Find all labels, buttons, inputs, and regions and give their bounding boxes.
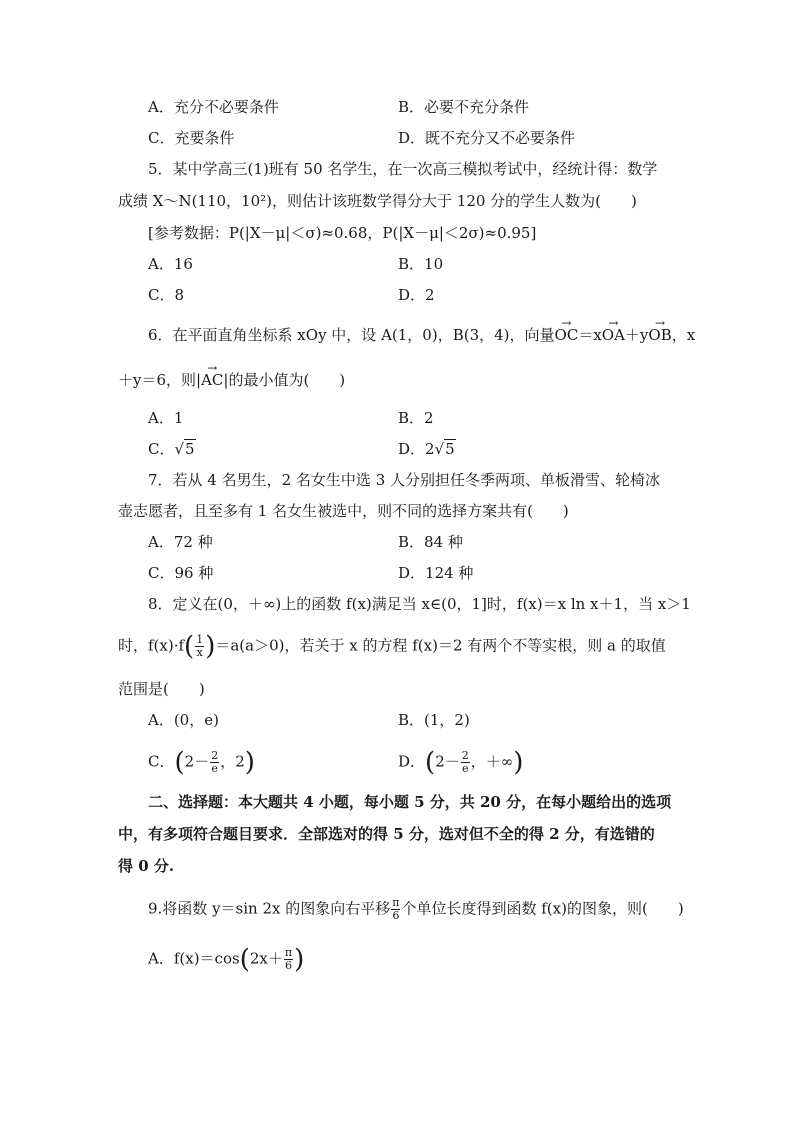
q6-line-1 xyxy=(148,325,695,345)
q8-option-c xyxy=(148,747,255,778)
fraction-numerator: 2 xyxy=(461,749,469,762)
vector-ob: → OB xyxy=(648,325,671,345)
fraction-denominator: x xyxy=(196,646,203,659)
q6-eq-2: ＋y xyxy=(624,326,649,344)
q4-option-c: C．充要条件 xyxy=(148,129,235,147)
q6-line-1-end: ，x xyxy=(671,326,696,344)
sqrt-symbol: √5 xyxy=(434,440,455,458)
q9-stem xyxy=(148,897,684,922)
close-paren: ) xyxy=(205,631,216,662)
q8-option-c-expr: 2－ xyxy=(184,752,210,771)
q8-option-d-expr: 2－ xyxy=(435,752,460,771)
q6-option-c xyxy=(148,439,196,459)
q6-option-a: A．1 xyxy=(148,409,184,427)
q6-option-b: B．2 xyxy=(398,409,434,427)
open-paren: ( xyxy=(174,747,185,778)
q5-line-1: 5．某中学高三(1)班有 50 名学生，在一次高三模拟考试中，经统计得：数学 xyxy=(148,160,658,178)
q8-option-d-end: ，＋∞ xyxy=(470,752,514,771)
fraction-numerator: 1 xyxy=(196,633,204,646)
q8-option-d xyxy=(398,747,524,778)
q8-option-b: B．(1，2) xyxy=(398,711,470,729)
q8-option-c-end: ，2 xyxy=(220,752,245,771)
fraction-numerator: 2 xyxy=(211,749,219,762)
q9-stem-end: 个单位长度得到函数 f(x)的图象，则( ) xyxy=(401,899,684,918)
fraction xyxy=(195,634,204,659)
fraction xyxy=(284,947,293,972)
q6-option-d xyxy=(398,439,456,459)
q6-eq-1: ＝x xyxy=(578,326,602,344)
q8-option-d-label: D． xyxy=(398,752,426,771)
q5-option-c: C．8 xyxy=(148,286,185,304)
q6-line-2 xyxy=(118,370,345,390)
q5-option-b: B．10 xyxy=(398,255,444,273)
close-paren: ) xyxy=(294,944,305,975)
q5-option-d: D．2 xyxy=(398,286,435,304)
open-paren: ( xyxy=(184,631,195,662)
q6-line-2-end: |的最小值为( ) xyxy=(223,371,346,389)
q5-option-a: A．16 xyxy=(148,255,193,273)
q6-line-1-text: 6．在平面直角坐标系 xOy 中，设 A(1，0)，B(3，4)，向量 xyxy=(148,326,555,344)
fraction xyxy=(391,897,400,922)
close-paren: ) xyxy=(513,747,524,778)
q9-option-a-expr: 2x＋ xyxy=(249,949,283,968)
q5-reference-data: [参考数据：P(|X－μ|＜σ)≈0.68，P(|X－μ|＜2σ)≈0.95] xyxy=(148,224,537,242)
q7-option-a: A．72 种 xyxy=(148,533,213,551)
close-paren: ) xyxy=(244,747,255,778)
q8-line-2-end: ＝a(a＞0)，若关于 x 的方程 f(x)＝2 有两个不等实根，则 a 的取值 xyxy=(215,636,666,655)
q7-line-2: 壶志愿者，且至多有 1 名女生被选中，则不同的选择方案共有( ) xyxy=(118,502,569,520)
q8-line-1: 8．定义在(0，＋∞)上的函数 f(x)满足当 x∈(0，1]时，f(x)＝x ln x＋1，当 x＞1 xyxy=(148,595,691,613)
fraction-numerator: π xyxy=(284,946,293,959)
q4-option-b: B．必要不充分条件 xyxy=(398,98,530,116)
q8-option-a: A．(0，e) xyxy=(148,711,219,729)
fraction-denominator: 6 xyxy=(392,909,400,922)
vector-ac: → AC xyxy=(201,370,223,390)
vector-oc: → OC xyxy=(555,325,579,345)
fraction-denominator: e xyxy=(461,762,469,775)
open-paren: ( xyxy=(239,944,250,975)
q8-line-2 xyxy=(118,631,666,662)
q6-option-d-radicand: 5 xyxy=(445,440,455,458)
section-2-line-2: 中，有多项符合题目要求．全部选对的得 5 分，选对但不全的得 2 分，有选错的 xyxy=(118,825,655,843)
fraction-numerator: π xyxy=(392,896,400,909)
q4-option-a: A．充分不必要条件 xyxy=(148,98,279,116)
fraction xyxy=(461,750,470,775)
q6-option-c-label: C． xyxy=(148,440,175,458)
q6-option-d-label: D．2 xyxy=(398,440,435,458)
q7-option-b: B．84 种 xyxy=(398,533,463,551)
sqrt-symbol: √5 xyxy=(174,440,195,458)
fraction-denominator: 6 xyxy=(284,959,292,972)
fraction-denominator: e xyxy=(211,762,218,775)
q8-line-3: 范围是( ) xyxy=(118,680,205,698)
q6-line-2-text: ＋y＝6，则| xyxy=(118,371,202,389)
fraction xyxy=(210,750,219,775)
vector-oa: → OA xyxy=(602,325,625,345)
q7-line-1: 7．若从 4 名男生，2 名女生中选 3 人分别担任冬季两项、单板滑雪、轮椅冰 xyxy=(148,471,661,489)
q5-line-2: 成绩 X～N(110，10²)，则估计该班数学得分大于 120 分的学生人数为( ) xyxy=(118,192,637,210)
q8-line-2-text: 时，f(x)·f xyxy=(118,636,185,655)
q6-option-c-radicand: 5 xyxy=(185,440,195,458)
q7-option-d: D．124 种 xyxy=(398,564,474,582)
q9-option-a-label: A．f(x)＝cos xyxy=(148,949,240,968)
q9-option-a xyxy=(148,944,305,975)
open-paren: ( xyxy=(425,747,436,778)
q8-option-c-label: C． xyxy=(148,752,175,771)
q4-option-d: D．既不充分又不必要条件 xyxy=(398,129,576,147)
q9-stem-text: 9.将函数 y＝sin 2x 的图象向右平移 xyxy=(148,899,391,918)
section-2-heading: 二、选择题：本大题共 4 小题，每小题 5 分，共 20 分，在每小题给出的选项 xyxy=(148,793,672,811)
section-2-line-3: 得 0 分. xyxy=(118,857,175,875)
q7-option-c: C．96 种 xyxy=(148,564,214,582)
